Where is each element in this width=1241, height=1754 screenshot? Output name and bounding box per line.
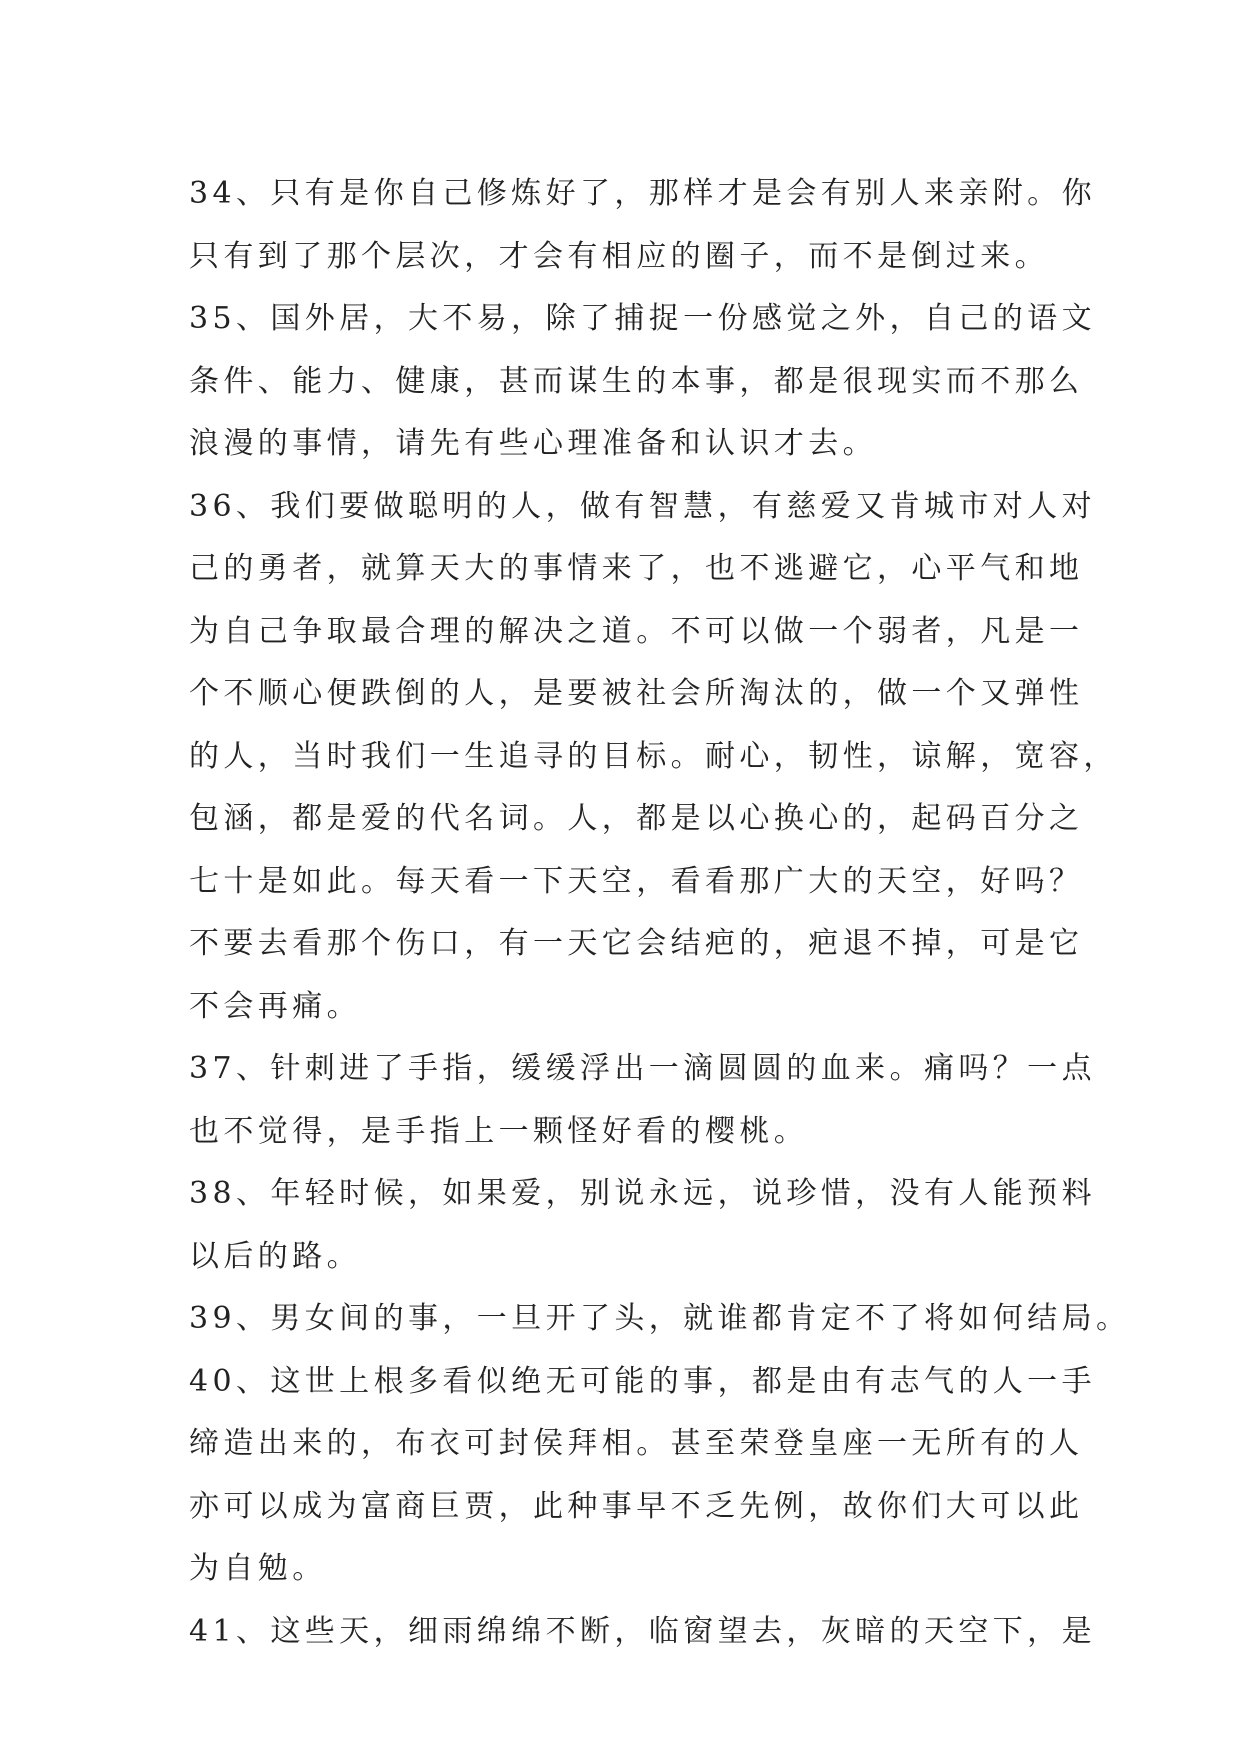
- text-line: 七十是如此。每天看一下天空，看看那广大的天空，好吗？: [189, 863, 1084, 899]
- text-line: 个不顺心便跌倒的人，是要被社会所淘汰的，做一个又弹性: [189, 676, 1084, 711]
- text-line: 浪漫的事情，请先有些心理准备和认识才去。: [189, 426, 877, 461]
- text-line: 只有到了那个层次，才会有相应的圈子，而不是倒过来。: [189, 238, 1049, 274]
- text-body: [189, 163, 1131, 1663]
- text-line: 也不觉得，是手指上一颗怪好看的樱桃。: [189, 1113, 809, 1149]
- text-line: 39、男女间的事，一旦开了头，就谁都肯定不了将如何结局。: [189, 1301, 1131, 1336]
- text-line: 为自勉。: [189, 1551, 327, 1586]
- text-line: 34、只有是你自己修炼好了，那样才是会有别人来亲附。你: [189, 176, 1096, 211]
- text-line: 不要去看那个伤口，有一天它会结疤的，疤退不掉，可是它: [189, 926, 1084, 961]
- text-line: 为自己争取最合理的解决之道。不可以做一个弱者，凡是一: [189, 613, 1084, 649]
- text-line: 缔造出来的，布衣可封侯拜相。甚至荣登皇座一无所有的人: [189, 1426, 1084, 1461]
- text-line: 37、针刺进了手指，缓缓浮出一滴圆圆的血来。痛吗？一点: [189, 1051, 1096, 1086]
- text-line: 己的勇者，就算天大的事情来了，也不逃避它，心平气和地: [189, 551, 1084, 586]
- text-line: 条件、能力、健康，甚而谋生的本事，都是很现实而不那么: [189, 363, 1084, 399]
- text-line: 40、这世上根多看似绝无可能的事，都是由有志气的人一手: [189, 1363, 1096, 1399]
- text-line: 的人，当时我们一生追寻的目标。耐心，韧性，谅解，宽容，: [189, 738, 1118, 774]
- text-line: 以后的路。: [189, 1238, 361, 1274]
- text-line: 41、这些天，细雨绵绵不断，临窗望去，灰暗的天空下，是: [189, 1613, 1096, 1649]
- text-line: 35、国外居，大不易，除了捕捉一份感觉之外，自己的语文: [189, 301, 1096, 336]
- text-line: 不会再痛。: [189, 988, 361, 1024]
- text-line: 36、我们要做聪明的人，做有智慧，有慈爱又肯城市对人对: [189, 488, 1096, 524]
- text-line: 亦可以成为富商巨贾，此种事早不乏先例，故你们大可以此: [189, 1488, 1084, 1524]
- text-line: 38、年轻时候，如果爱，别说永远，说珍惜，没有人能预料: [189, 1176, 1096, 1211]
- text-line: 包涵，都是爱的代名词。人，都是以心换心的，起码百分之: [189, 801, 1084, 836]
